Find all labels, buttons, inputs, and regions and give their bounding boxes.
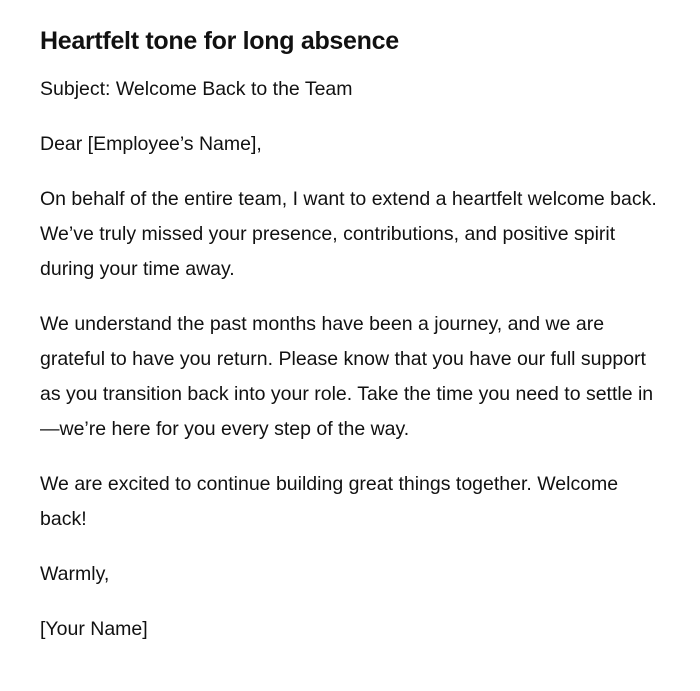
- body-paragraph: We are excited to continue building great things together. Welcome back!: [40, 473, 619, 530]
- subject-line: Subject: Welcome Back to the Team: [40, 78, 353, 100]
- closing: Warmly,: [40, 563, 110, 585]
- page-title: Heartfelt tone for long absence: [40, 27, 399, 55]
- salutation: Dear [Employee’s Name],: [40, 133, 262, 155]
- signature: [Your Name]: [40, 618, 148, 640]
- body-paragraph: We understand the past months have been a journey, and we are grateful to have you return. Please know that you have our full support as you transition back into your role. Take the time you need to settle in—we’re here for you every step of the way.: [40, 313, 654, 440]
- body-paragraph: On behalf of the entire team, I want to extend a heartfelt welcome back. We’ve truly missed your presence, contributions, and positive spirit during your time away.: [40, 188, 657, 280]
